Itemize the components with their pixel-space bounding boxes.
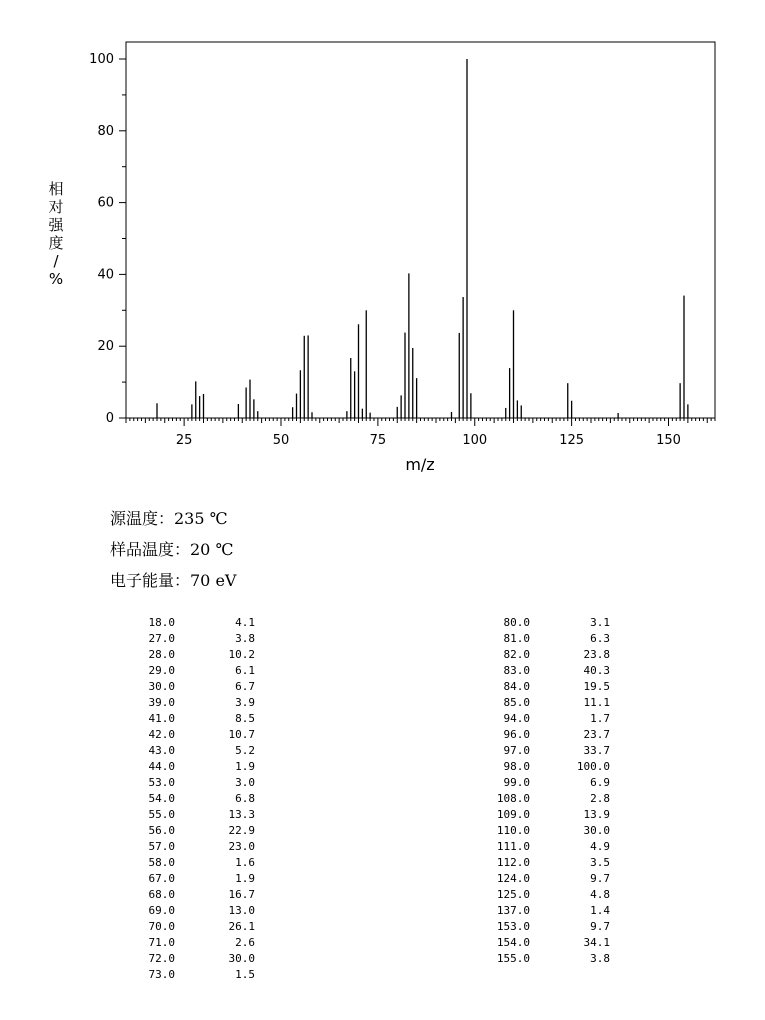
peak-intensity: 23.8 [583,648,610,661]
peak-intensity: 4.9 [590,840,610,853]
peak-intensity: 6.8 [235,792,255,805]
peak-mz: 137.0 [496,904,530,917]
peak-row [470,615,610,631]
peak-mz: 55.0 [148,808,175,821]
peak-row [115,663,255,679]
peak-mz: 72.0 [148,952,175,965]
peak-mz: 94.0 [503,712,530,725]
peak-row [115,839,255,855]
peak-mz: 68.0 [148,888,175,901]
peak-intensity: 9.7 [590,872,610,885]
peak-row [470,823,610,839]
peak-row [115,935,255,951]
peak-intensity: 10.7 [228,728,255,741]
peak-row [470,775,610,791]
peak-mz: 110.0 [496,824,530,837]
peak-row [115,903,255,919]
y-axis-label-char: 对 [48,198,64,216]
peak-row [115,855,255,871]
peak-intensity: 3.0 [235,776,255,789]
peak-mz: 97.0 [503,744,530,757]
peak-row [470,871,610,887]
peak-intensity: 19.5 [583,680,610,693]
peak-mz: 39.0 [148,696,175,709]
y-tick-label: 0 [105,411,114,426]
peak-intensity: 8.5 [235,712,255,725]
peak-mz: 84.0 [503,680,530,693]
peak-row [470,935,610,951]
x-tick-label: 100 [462,433,488,448]
peak-intensity: 1.9 [235,760,255,773]
peak-mz: 71.0 [148,936,175,949]
peak-intensity: 1.7 [590,712,610,725]
peak-row [470,695,610,711]
peak-intensity: 4.1 [235,616,255,629]
peak-mz: 109.0 [496,808,530,821]
peak-mz: 67.0 [148,872,175,885]
y-tick-label: 20 [97,339,114,355]
peak-intensity: 1.4 [590,904,610,917]
peak-intensity: 26.1 [228,920,255,933]
peak-mz: 29.0 [148,664,175,677]
sample-temperature: 样品温度：20 ℃ [110,540,234,559]
source-temperature: 源温度：235 ℃ [110,509,228,528]
peak-mz: 108.0 [496,792,530,805]
peak-row [115,759,255,775]
peak-row [470,663,610,679]
peak-mz: 124.0 [496,872,530,885]
peak-mz: 83.0 [503,664,530,677]
peak-table-right [470,615,610,967]
y-axis-label-char: % [48,270,64,288]
peak-intensity: 16.7 [228,888,255,901]
peak-row [470,727,610,743]
peak-row [115,775,255,791]
peak-mz: 111.0 [496,840,530,853]
peak-row [470,951,610,967]
peak-mz: 98.0 [503,760,530,773]
x-tick-label: 75 [369,433,387,448]
peak-mz: 70.0 [148,920,175,933]
peak-intensity: 2.8 [590,792,610,805]
peak-intensity: 30.0 [583,824,610,837]
peak-intensity: 9.7 [590,920,610,933]
peak-row [115,647,255,663]
peak-row [115,871,255,887]
peak-row [470,679,610,695]
peak-intensity: 23.7 [583,728,610,741]
peak-intensity: 6.3 [590,632,610,645]
peak-row [115,823,255,839]
peak-mz: 30.0 [148,680,175,693]
peak-mz: 96.0 [503,728,530,741]
peak-row [115,919,255,935]
peak-intensity: 3.5 [590,856,610,869]
peak-intensity: 30.0 [228,952,255,965]
y-tick-label: 40 [97,267,114,283]
peak-row [470,759,610,775]
peak-mz: 42.0 [148,728,175,741]
x-tick-label: 150 [656,433,681,448]
peak-mz: 57.0 [148,840,175,853]
peak-intensity: 13.3 [228,808,255,821]
peak-mz: 69.0 [148,904,175,917]
peak-row [470,903,610,919]
peak-row [115,951,255,967]
peak-intensity: 22.9 [228,824,255,837]
y-axis-label-char: 度 [48,234,64,252]
peak-row [115,711,255,727]
peak-mz: 27.0 [148,632,175,645]
peak-mz: 81.0 [503,632,530,645]
peak-mz: 99.0 [503,776,530,789]
peak-mz: 43.0 [148,744,175,757]
peak-intensity: 3.9 [235,696,255,709]
y-tick-label: 80 [97,123,114,139]
peak-intensity: 33.7 [583,744,610,757]
peak-mz: 44.0 [148,760,175,773]
peak-row [470,791,610,807]
x-tick-label: 25 [175,433,193,448]
peak-row [115,679,255,695]
x-axis-label: m/z [405,455,435,474]
peak-mz: 153.0 [496,920,530,933]
peak-intensity: 1.6 [235,856,255,869]
x-tick-label: 50 [272,433,290,448]
peak-intensity: 11.1 [583,696,610,709]
peak-table-left [115,615,255,983]
peak-mz: 112.0 [496,856,530,869]
peak-row [115,967,255,983]
peak-intensity: 13.9 [583,808,610,821]
peak-intensity: 10.2 [228,648,255,661]
peak-row [470,919,610,935]
x-tick-label: 125 [559,433,585,448]
y-axis-label-char: 强 [48,216,64,234]
peak-row [115,695,255,711]
peak-mz: 53.0 [148,776,175,789]
peak-mz: 125.0 [496,888,530,901]
peak-intensity: 1.5 [235,968,255,981]
peak-intensity: 3.8 [235,632,255,645]
peak-mz: 41.0 [148,712,175,725]
y-axis-label-char: 相 [48,180,64,198]
peak-intensity: 40.3 [583,664,610,677]
peak-row [115,631,255,647]
peak-mz: 82.0 [503,648,530,661]
peak-row [470,839,610,855]
y-tick-label: 100 [89,52,114,67]
peak-row [115,807,255,823]
peak-intensity: 13.0 [228,904,255,917]
peak-mz: 58.0 [148,856,175,869]
peak-intensity: 5.2 [235,744,255,757]
peak-intensity: 3.8 [590,952,610,965]
peak-row [115,887,255,903]
mass-spectrum-chart [0,0,765,490]
peak-mz: 73.0 [148,968,175,981]
peak-row [115,727,255,743]
peak-intensity: 1.9 [235,872,255,885]
peak-row [115,615,255,631]
peak-row [115,743,255,759]
peak-mz: 85.0 [503,696,530,709]
peak-mz: 154.0 [496,936,530,949]
peak-mz: 18.0 [148,616,175,629]
peak-intensity: 4.8 [590,888,610,901]
peak-row [470,711,610,727]
peak-mz: 54.0 [148,792,175,805]
peak-row [470,887,610,903]
y-axis-label-char: / [53,252,59,270]
peak-intensity: 23.0 [228,840,255,853]
peak-intensity: 34.1 [583,936,610,949]
peak-mz: 155.0 [496,952,530,965]
peak-mz: 56.0 [148,824,175,837]
peak-intensity: 2.6 [235,936,255,949]
peak-row [470,647,610,663]
peak-row [470,807,610,823]
electron-energy: 电子能量：70 eV [110,571,237,590]
peak-intensity: 100.0 [576,760,610,773]
peak-intensity: 6.7 [235,680,255,693]
y-axis-label [44,180,68,288]
peak-row [115,791,255,807]
peak-mz: 80.0 [503,616,530,629]
peak-intensity: 3.1 [590,616,610,629]
y-tick-label: 60 [97,195,114,211]
plot-frame [126,42,715,418]
peak-row [470,743,610,759]
peak-intensity: 6.1 [235,664,255,677]
peak-row [470,855,610,871]
peak-row [470,631,610,647]
peak-intensity: 6.9 [590,776,610,789]
peak-mz: 28.0 [148,648,175,661]
